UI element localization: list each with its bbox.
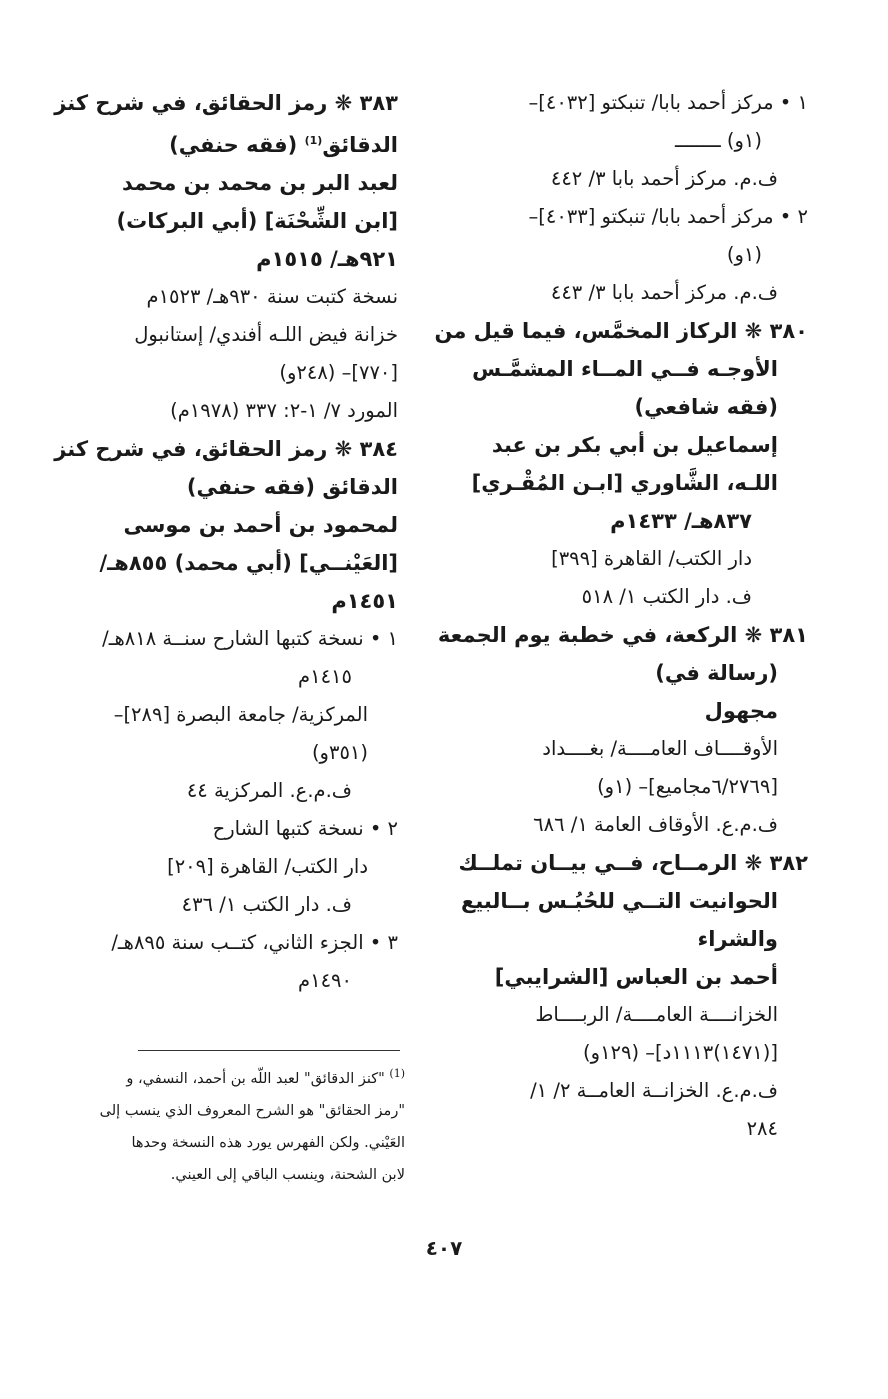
right-column-line: (رسالة في) xyxy=(655,661,778,685)
left-column-line: لمحمود بن أحمد بن موسى xyxy=(123,513,398,537)
left-column-line: الدقائق (فقه حنفي) xyxy=(186,475,398,499)
right-column-line: ٣٨٢ ❋ الرمــاح، فــي بيــان تملــك xyxy=(458,851,808,875)
left-column xyxy=(38,84,398,1000)
left-column-line: ٣٨٣ ❋ رمز الحقائق، في شرح كنز xyxy=(54,91,398,115)
right-column xyxy=(434,84,808,1148)
left-column-line: ٢ • نسخة كتبها الشارح xyxy=(212,817,398,840)
page-number: ٤٠٧ xyxy=(425,1236,463,1260)
right-column-line: الخزانــــة العامــــة/ الربــــاط xyxy=(535,1003,778,1026)
right-column-line: ٣٨١ ❋ الركعة، في خطبة يوم الجمعة xyxy=(437,623,808,647)
left-column-line: لعبد البر بن محمد بن محمد xyxy=(122,171,398,195)
left-column-line: ف. دار الكتب ١/ ٤٣٦ xyxy=(181,893,352,916)
left-column-line: [٧٧٠]– (٢٤٨و) xyxy=(279,361,398,384)
footnote-line-2: "رمز الحقائق" هو الشرح المعروف الذي ينسب إلى xyxy=(99,1102,405,1119)
right-column-line: دار الكتب/ القاهرة [٣٩٩] xyxy=(551,547,752,570)
left-column-line: ١٤١٥م xyxy=(298,665,352,688)
left-column-line: ف.م.ع. المركزية ٤٤ xyxy=(186,779,352,802)
left-column-line: ٣٨٤ ❋ رمز الحقائق، في شرح كنز xyxy=(54,437,398,461)
right-column-line: الأوجـه فــي المــاء المشمَّـس xyxy=(472,357,778,381)
right-column-line: ٨٣٧هـ/ ١٤٣٣م xyxy=(610,509,752,533)
right-column-line: ٢ • مركز أحمد بابا/ تنبكتو [٤٠٣٣]– xyxy=(528,205,808,228)
right-column-line: اللـه، الشَّاوري [ابـن المُقْـري] xyxy=(471,471,778,495)
left-column-line: (٣٥١و) xyxy=(311,741,368,764)
left-column-line: [ابن الشِّحْنَة] (أبي البركات) xyxy=(116,209,398,233)
right-column-line: ف.م. مركز أحمد بابا ٣/ ٤٤٣ xyxy=(550,281,778,304)
right-column-line: ف.م. مركز أحمد بابا ٣/ ٤٤٢ xyxy=(550,167,778,190)
right-column-line: (١و) xyxy=(726,243,762,266)
right-column-line: إسماعيل بن أبي بكر بن عبد xyxy=(491,433,778,457)
left-column-line: المركزية/ جامعة البصرة [٢٨٩]– xyxy=(113,703,368,726)
right-column-line: (١و) ــــــــ xyxy=(674,129,762,152)
right-column-line: ٢٨٤ xyxy=(746,1117,778,1140)
right-column-line: ف. دار الكتب ١/ ٥١٨ xyxy=(581,585,752,608)
right-column-line: الأوقــــاف العامــــة/ بغــــداد xyxy=(542,737,778,760)
right-column-line: (فقه شافعي) xyxy=(634,395,778,419)
footnote-line-3: العَيْني. ولكن الفهرس يورد هذه النسخة وحدها xyxy=(131,1134,405,1151)
right-column-line: الحوانيت التــي للحُبُـس بــالبيع xyxy=(461,889,778,913)
right-column-line: ١ • مركز أحمد بابا/ تنبكتو [٤٠٣٢]– xyxy=(528,91,808,114)
footnote-marker: (1) xyxy=(389,1067,405,1080)
left-column-line: المورد ٧/ ١-٢: ٣٣٧ (١٩٧٨م) xyxy=(170,399,398,422)
right-column-line: [٦/٢٧٦٩مجاميع]– (١و) xyxy=(597,775,778,798)
footnote-line-4: لابن الشحنة، وينسب الباقي إلى العيني. xyxy=(170,1166,405,1183)
left-column-line: [العَيْنــي] (أبي محمد) ٨٥٥هـ/ xyxy=(99,551,398,575)
right-column-line: مجهول xyxy=(704,699,778,723)
footnote xyxy=(75,1058,405,1191)
left-column-line: ٣ • الجزء الثاني، كتــب سنة ٨٩٥هـ/ xyxy=(111,931,398,954)
left-column-line: دار الكتب/ القاهرة [٢٠٩] xyxy=(167,855,368,878)
left-column-line: ١٤٩٠م xyxy=(298,969,352,992)
right-column-line: ٣٨٠ ❋ الركاز المخمَّس، فيما قيل من xyxy=(434,319,808,343)
left-column-line: الدقائق$^{(1)}$ (فقه حنفي) xyxy=(169,133,398,157)
left-column-line: ١ • نسخة كتبها الشارح سنــة ٨١٨هـ/ xyxy=(102,627,398,650)
right-column-line: ف.م.ع. الخزانــة العامــة ٢/ ١/ xyxy=(530,1079,778,1102)
footnote-line-1: $^{(1)}$ "كنز الدقائق" لعبد اللّه بن أحمد، النسفي، و xyxy=(126,1067,405,1087)
left-column-line: ١٤٥١م xyxy=(331,589,398,613)
left-column-line: نسخة كتبت سنة ٩٣٠هـ/ ١٥٢٣م xyxy=(146,285,398,308)
right-column-line: [(١٤٧١)١١١٣د]– (١٢٩و) xyxy=(583,1041,778,1064)
right-column-line: ف.م.ع. الأوقاف العامة ١/ ٦٨٦ xyxy=(533,813,778,836)
left-column-line: خزانة فيض اللـه أفندي/ إستانبول xyxy=(134,323,398,346)
footnote-ref: (1) xyxy=(304,134,323,147)
left-column-line: ٩٢١هـ/ ١٥١٥م xyxy=(256,247,398,271)
right-column-line: والشراء xyxy=(697,927,778,951)
footnote-divider xyxy=(138,1050,400,1051)
right-column-line: أحمد بن العباس [الشرايبي] xyxy=(494,965,778,989)
